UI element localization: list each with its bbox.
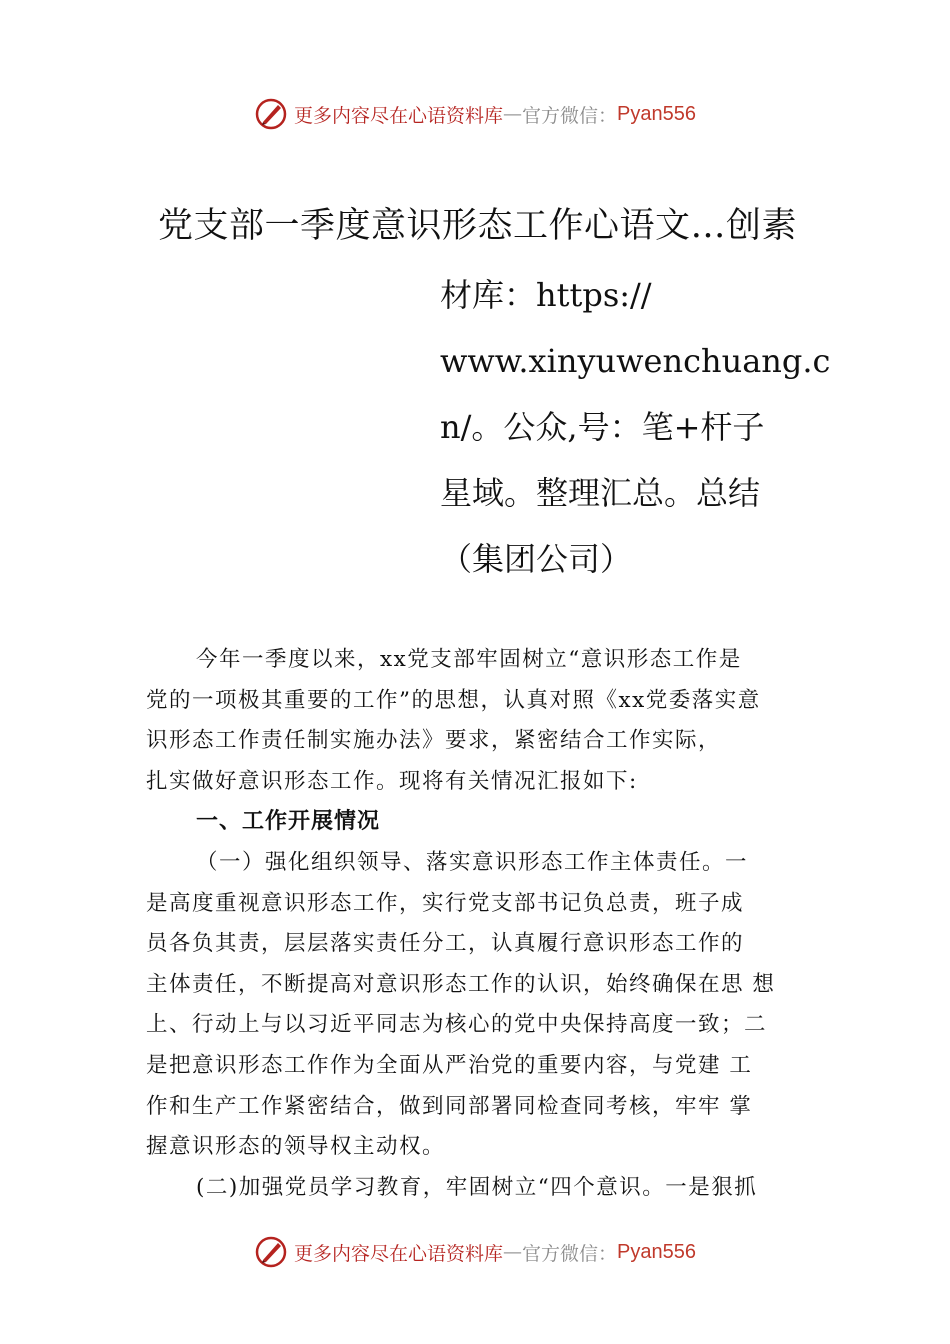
title-line: n/。公众,号：笔+杆子 bbox=[440, 408, 765, 446]
banner-wechat-id: Pyan556 bbox=[617, 102, 696, 125]
title-line: www.xinyuwenchuang.c bbox=[440, 342, 831, 380]
document-title: 党支部一季度意识形态工作心语文…创素 bbox=[158, 206, 798, 246]
paragraph-line: 党的一项极其重要的工作”的思想，认真对照《xx党委落实意 bbox=[146, 687, 761, 713]
paragraph-line: 今年一季度以来，xx党支部牢固树立“意识形态工作是 bbox=[196, 647, 742, 672]
banner-text: 更多内容尽在心语资料库 bbox=[294, 1242, 504, 1265]
banner-dash: — bbox=[503, 1241, 523, 1263]
title-line: （集团公司） bbox=[440, 540, 633, 578]
banner-text: 更多内容尽在心语资料库 bbox=[294, 104, 504, 127]
section-heading: 一、工作开展情况 bbox=[196, 809, 381, 835]
paragraph-line: 是把意识形态工作作为全面从严治党的重要内容，与党建 工 bbox=[146, 1052, 753, 1078]
footer-banner bbox=[0, 1232, 950, 1272]
paragraph-line: 作和生产工作紧密结合，做到同部署同检查同考核，牢牢 掌 bbox=[146, 1093, 753, 1119]
pen-logo-icon bbox=[254, 1235, 288, 1269]
paragraph-line: 是高度重视意识形态工作，实行党支部书记负总责，班子成 bbox=[146, 890, 745, 916]
paragraph-line: 识形态工作责任制实施办法》要求，紧密结合工作实际， bbox=[146, 728, 722, 754]
title-line: 材库：https:// bbox=[440, 276, 652, 314]
banner-wechat-id: Pyan556 bbox=[617, 1240, 696, 1263]
paragraph-line: 主体责任，不断提高对意识形态工作的认识，始终确保在思 想 bbox=[146, 971, 776, 997]
document-title-continuation bbox=[440, 262, 831, 592]
paragraph-line: 员各负其责，层层落实责任分工，认真履行意识形态工作的 bbox=[146, 931, 745, 957]
paragraph-line: 上、行动上与以习近平同志为核心的党中央保持高度一致；二 bbox=[146, 1012, 768, 1038]
banner-wechat-label: 官方微信： bbox=[522, 1242, 618, 1265]
title-line: 星域。整理汇总。总结 bbox=[440, 474, 761, 512]
paragraph-line: （一）强化组织领导、落实意识形态工作主体责任。一 bbox=[196, 849, 749, 875]
document-body bbox=[146, 640, 846, 1208]
header-banner bbox=[0, 94, 950, 134]
paragraph-line: 扎实做好意识形态工作。现将有关情况汇报如下: bbox=[146, 768, 638, 794]
pen-logo-icon bbox=[254, 97, 288, 131]
banner-wechat-label: 官方微信： bbox=[522, 104, 618, 127]
banner-dash: — bbox=[503, 103, 523, 125]
paragraph-line: 握意识形态的领导权主动权。 bbox=[146, 1134, 446, 1160]
paragraph-line: (二)加强党员学习教育，牢固树立“四个意识。一是狠抓 bbox=[196, 1174, 758, 1200]
